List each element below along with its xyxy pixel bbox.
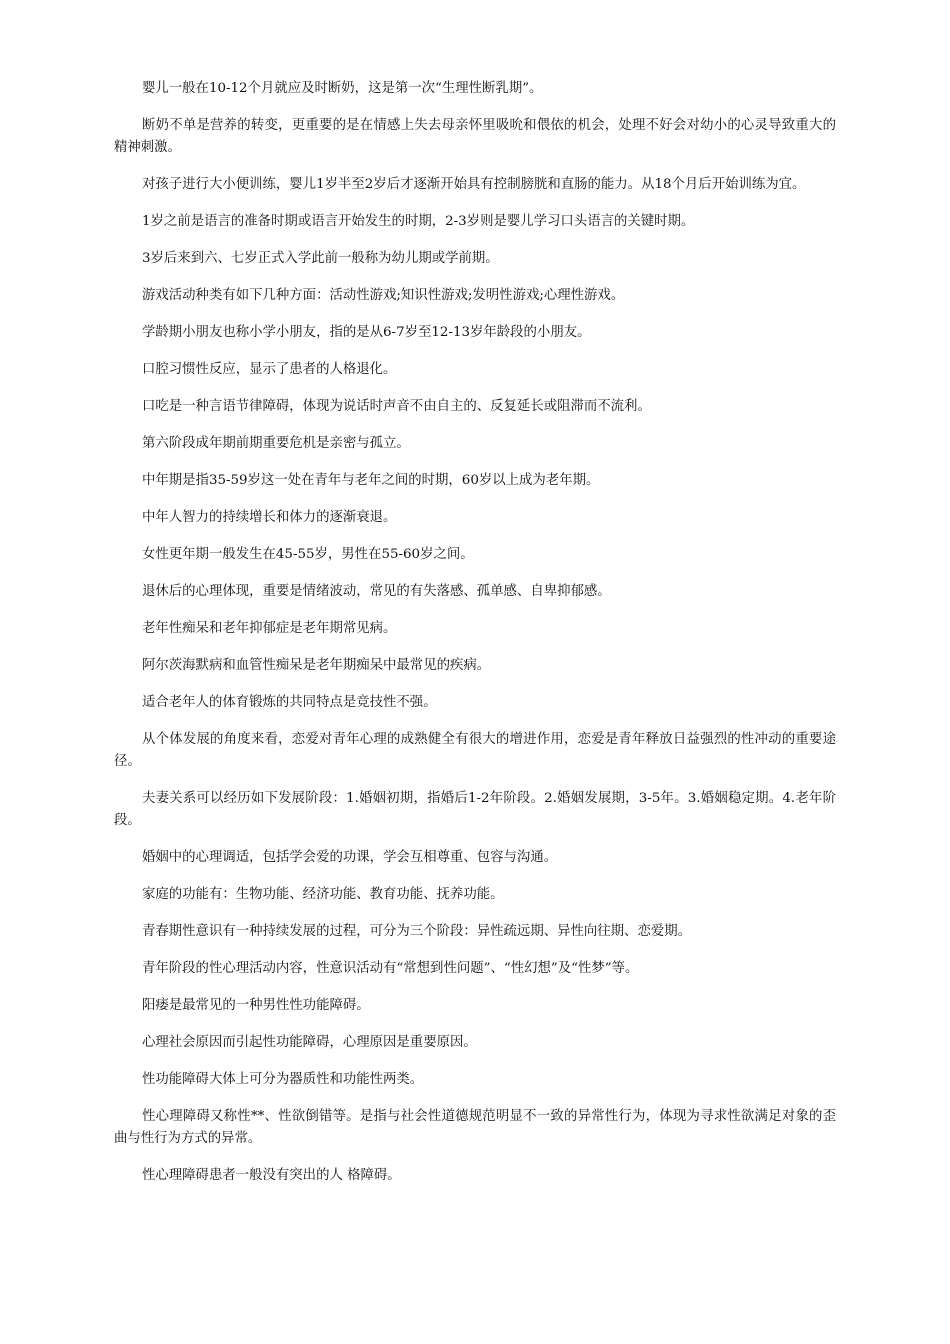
paragraph: 婴儿一般在10-12个月就应及时断奶，这是第一次“生理性断乳期”。: [142, 81, 543, 96]
paragraph: 口腔习惯性反应，显示了患者的人格退化。: [142, 362, 397, 377]
paragraph: 断奶不单是营养的转变，更重要的是在情感上失去母亲怀里吸吮和偎依的机会，处理不好会对幼小的心灵导致重大的精神刺激。: [114, 118, 836, 155]
paragraph: 家庭的功能有：生物功能、经济功能、教育功能、抚养功能。: [142, 887, 504, 902]
paragraph: 适合老年人的体育锻炼的共同特点是竞技性不强。: [142, 695, 437, 710]
paragraph: 退休后的心理体现，重要是情绪波动，常见的有失落感、孤单感、自卑抑郁感。: [142, 584, 611, 599]
paragraph: 婚姻中的心理调适，包括学会爱的功课，学会互相尊重、包容与沟通。: [142, 850, 558, 865]
paragraph: 性心理障碍患者一般没有突出的人 格障碍。: [142, 1168, 401, 1183]
paragraph: 学龄期小朋友也称小学小朋友，指的是从6-7岁至12-13岁年龄段的小朋友。: [142, 325, 591, 340]
paragraph: 中年人智力的持续增长和体力的逐渐衰退。: [142, 510, 397, 525]
paragraph: 对孩子进行大小便训练，婴儿1岁半至2岁后才逐渐开始具有控制膀胱和直肠的能力。从18个月后开始训练为宜。: [142, 177, 806, 192]
paragraph: 口吃是一种言语节律障碍，体现为说话时声音不由自主的、反复延长或阻滞而不流利。: [142, 399, 651, 414]
paragraph: 第六阶段成年期前期重要危机是亲密与孤立。: [142, 436, 410, 451]
document-body: [114, 78, 836, 1202]
paragraph: 3岁后来到六、七岁正式入学此前一般称为幼儿期或学前期。: [142, 251, 499, 266]
paragraph: 女性更年期一般发生在45-55岁，男性在55-60岁之间。: [142, 547, 474, 562]
paragraph: 游戏活动种类有如下几种方面：活动性游戏;知识性游戏;发明性游戏;心理性游戏。: [142, 288, 625, 303]
paragraph: 性功能障碍大体上可分为器质性和功能性两类。: [142, 1072, 424, 1087]
paragraph: 中年期是指35-59岁这一处在青年与老年之间的时期，60岁以上成为老年期。: [142, 473, 600, 488]
paragraph: 阿尔茨海默病和血管性痴呆是老年期痴呆中最常见的疾病。: [142, 658, 491, 673]
paragraph: 青年阶段的性心理活动内容，性意识活动有“常想到性问题”、“性幻想”及“性梦”等。: [142, 961, 639, 976]
paragraph: 夫妻关系可以经历如下发展阶段：1.婚姻初期，指婚后1-2年阶段。2.婚姻发展期，3-5年。3.婚姻稳定期。4.老年阶段。: [114, 791, 836, 828]
paragraph: 性心理障碍又称性**、性欲倒错等。是指与社会性道德规范明显不一致的异常性行为，体现为寻求性欲满足对象的歪曲与性行为方式的异常。: [114, 1109, 836, 1146]
paragraph: 老年性痴呆和老年抑郁症是老年期常见病。: [142, 621, 397, 636]
paragraph: 心理社会原因而引起性功能障碍，心理原因是重要原因。: [142, 1035, 477, 1050]
paragraph: 1岁之前是语言的准备时期或语言开始发生的时期，2-3岁则是婴儿学习口头语言的关键时期。: [142, 214, 695, 229]
paragraph: 从个体发展的角度来看，恋爱对青年心理的成熟健全有很大的增进作用，恋爱是青年释放日益强烈的性冲动的重要途径。: [114, 732, 836, 769]
paragraph: 阳痿是最常见的一种男性性功能障碍。: [142, 998, 370, 1013]
paragraph: 青春期性意识有一种持续发展的过程，可分为三个阶段：异性疏远期、异性向往期、恋爱期。: [142, 924, 692, 939]
